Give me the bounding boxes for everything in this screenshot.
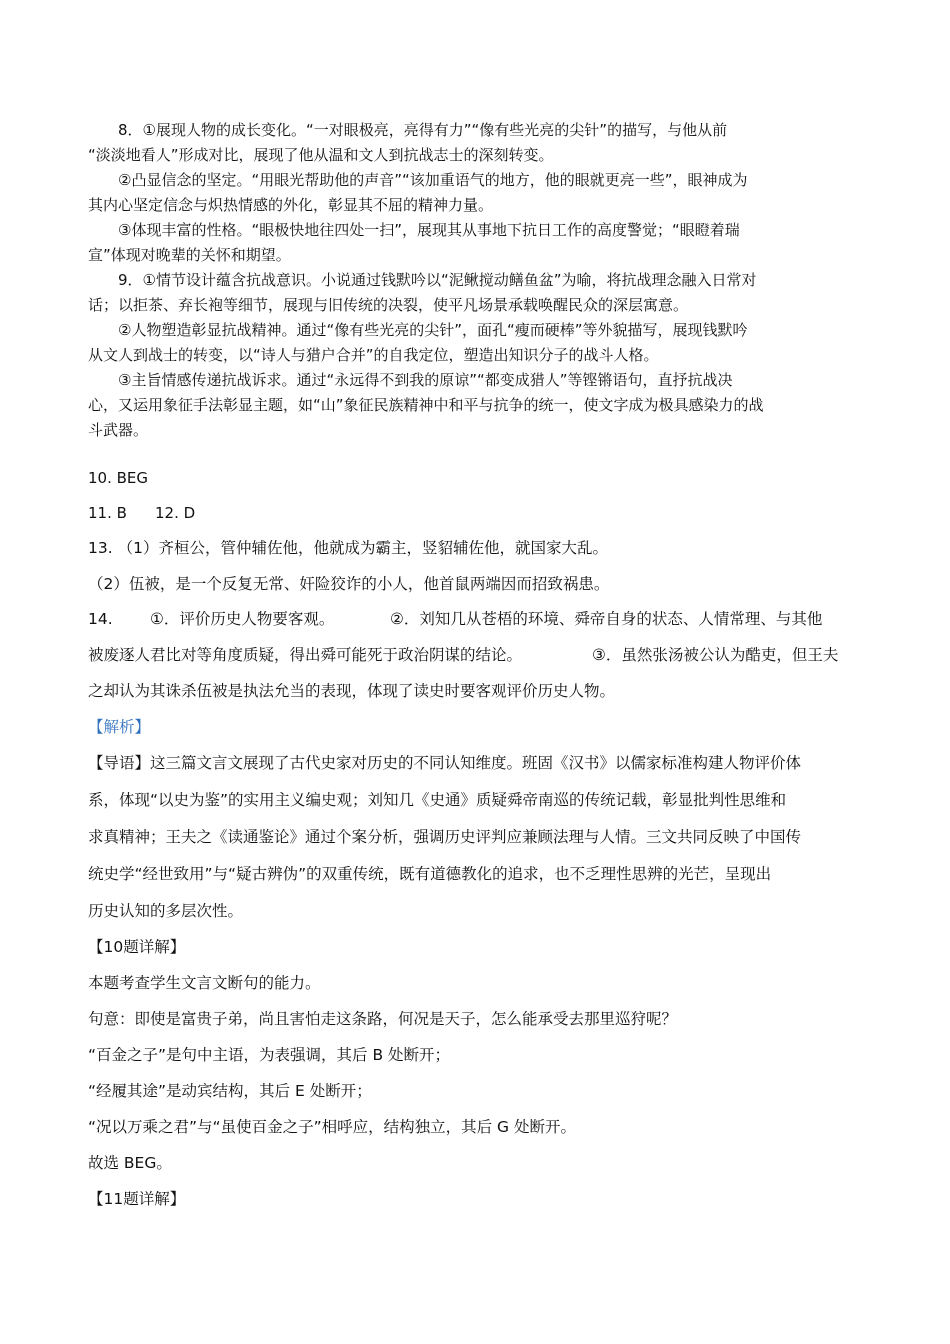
q13-line-2: （2）伍被，是一个反复无常、奸险狡诈的小人，他首鼠两端因而招致祸患。: [88, 575, 610, 593]
q14-point-3a: ③．虽然张汤被公认为酷吏，但王夫: [592, 646, 839, 664]
q14-point-1: ①．评价历史人物要客观。: [150, 610, 335, 628]
q14-point-2a: ②．刘知几从苍梧的环境、舜帝自身的状态、人情常理、与其他: [390, 610, 823, 628]
intro-line-5: 历史认知的多层次性。: [88, 902, 244, 920]
q9-line-6: 心，又运用象征手法彰显主题，如“山”象征民族精神中和平与抗争的统一，使文字成为极具感染力的战: [88, 396, 764, 414]
d10-line-2: 句意：即使是富贵子弟，尚且害怕走这条路，何况是天子，怎么能承受去那里巡狩呢？: [88, 1010, 678, 1028]
q9-line-2: 话；以拒茶、弃长袍等细节，展现与旧传统的决裂，使平凡场景承载唤醒民众的深层寓意。: [88, 296, 689, 314]
q8-line-4: 其内心坚定信念与炽热情感的外化，彰显其不屈的精神力量。: [88, 196, 494, 214]
q12-answer: 12. D: [155, 504, 196, 522]
q8-line-3: ②凸显信念的坚定。“用眼光帮助他的声音”“该加重语气的地方，他的眼就更亮一些”，眼神成为: [118, 171, 748, 189]
q8-line-2: “淡淡地看人”形成对比，展现了他从温和文人到抗战志士的深刻转变。: [88, 146, 554, 164]
q11-answer: 11. B: [88, 504, 127, 522]
q9-line-5: ③主旨情感传递抗战诉求。通过“永远得不到我的原谅”“都变成猎人”等铿锵语句，直抒抗战决: [118, 371, 733, 389]
d10-line-1: 本题考查学生文言文断句的能力。: [88, 974, 321, 992]
intro-line-1: 【导语】这三篇文言文展现了古代史家对历史的不同认知维度。班固《汉书》以儒家标准构建人物评价体: [88, 754, 802, 772]
q10-answer: 10. BEG: [88, 469, 149, 487]
q14-number: 14.: [88, 610, 113, 628]
intro-line-3: 求真精神；王夫之《读通鉴论》通过个案分析，强调历史评判应兼顾法理与人情。三文共同反映了中国传: [88, 828, 802, 846]
d10-line-6: 故选 BEG。: [88, 1154, 172, 1172]
q9-line-4: 从文人到战士的转变，以“诗人与猎户合并”的自我定位，塑造出知识分子的战斗人格。: [88, 346, 659, 364]
d10-heading: 【10题详解】: [88, 938, 186, 956]
intro-line-2: 系，体现“以史为鉴”的实用主义编史观；刘知几《史通》质疑舜帝南巡的传统记载，彰显批判性思维和: [88, 791, 787, 809]
intro-line-4: 统史学“经世致用”与“疑古辨伪”的双重传统，既有道德教化的追求，也不乏理性思辨的光芒，呈现出: [88, 865, 772, 883]
analysis-heading: 【解析】: [88, 718, 151, 736]
q9-line-3: ②人物塑造彰显抗战精神。通过“像有些光亮的尖针”，面孔“瘦而硬棒”等外貌描写，展现钱默吟: [118, 321, 748, 339]
d11-heading: 【11题详解】: [88, 1190, 186, 1208]
q8-line-5: ③体现丰富的性格。“眼极快地往四处一扫”，展现其从事地下抗日工作的高度警觉；“眼瞪着瑞: [118, 221, 740, 239]
d10-line-4: “经履其途”是动宾结构，其后 E 处断开；: [88, 1082, 372, 1100]
q14-point-3b: 之却认为其诛杀伍被是执法允当的表现，体现了读史时要客观评价历史人物。: [88, 682, 616, 700]
q8-line-1: 8．①展现人物的成长变化。“一对眼极亮，亮得有力”“像有些光亮的尖针”的描写，与他从前: [118, 121, 728, 139]
q13-line-1: 13. （1）齐桓公，管仲辅佐他，他就成为霸主，竖貂辅佐他，就国家大乱。: [88, 539, 608, 557]
d10-line-5: “况以万乘之君”与“虽使百金之子”相呼应，结构独立，其后 G 处断开。: [88, 1118, 576, 1136]
q8-line-6: 宣”体现对晚辈的关怀和期望。: [88, 246, 291, 264]
q9-line-7: 斗武器。: [88, 421, 149, 439]
q14-point-2b: 被废逐人君比对等角度质疑，得出舜可能死于政治阴谋的结论。: [88, 646, 523, 664]
q9-line-1: 9．①情节设计蕴含抗战意识。小说通过钱默吟以“泥鳅搅动鳝鱼盆”为喻，将抗战理念融入日常对: [118, 271, 757, 289]
d10-line-3: “百金之子”是句中主语，为表强调，其后 B 处断开；: [88, 1046, 451, 1064]
